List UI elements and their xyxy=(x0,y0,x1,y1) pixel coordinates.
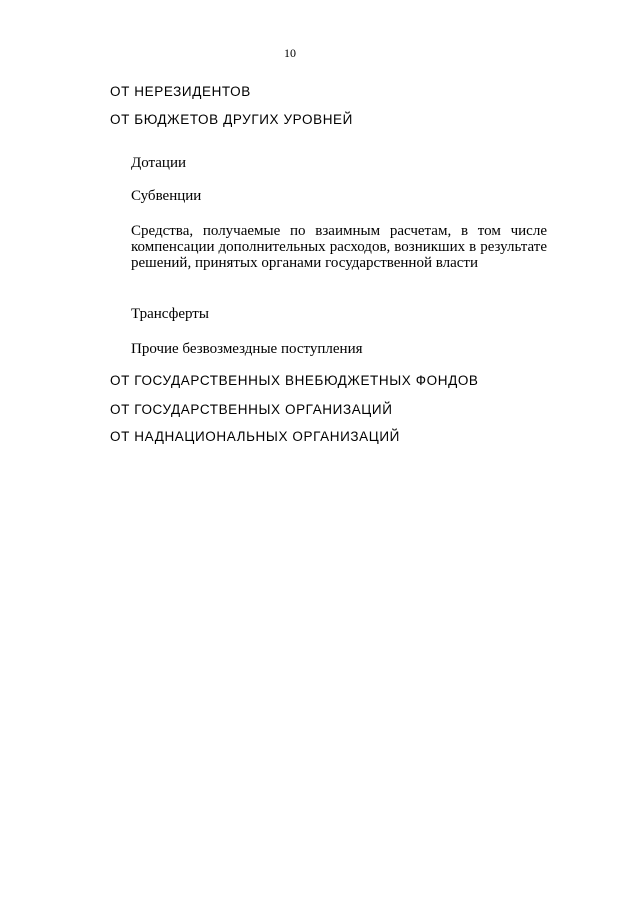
item-mutual-settlements: Средства, получаемые по взаимным расчетам, в том числе компенсации дополнительных расходов, возникших в результате решений, принятых органами государственной власти xyxy=(131,223,547,271)
page-number: 10 xyxy=(284,46,296,60)
heading-state-funds: ОТ ГОСУДАРСТВЕННЫХ ВНЕБЮДЖЕТНЫХ ФОНДОВ xyxy=(110,373,479,388)
heading-state-orgs: ОТ ГОСУДАРСТВЕННЫХ ОРГАНИЗАЦИЙ xyxy=(110,402,393,417)
item-subventions: Субвенции xyxy=(131,188,202,204)
heading-supranational-orgs: ОТ НАДНАЦИОНАЛЬНЫХ ОРГАНИЗАЦИЙ xyxy=(110,429,400,444)
item-dotations: Дотации xyxy=(131,155,187,171)
item-transfers: Трансферты xyxy=(131,306,209,322)
item-other-free-receipts: Прочие безвозмездные поступления xyxy=(131,341,363,357)
heading-other-budgets: ОТ БЮДЖЕТОВ ДРУГИХ УРОВНЕЙ xyxy=(110,112,353,127)
heading-nonresidents: ОТ НЕРЕЗИДЕНТОВ xyxy=(110,84,251,99)
